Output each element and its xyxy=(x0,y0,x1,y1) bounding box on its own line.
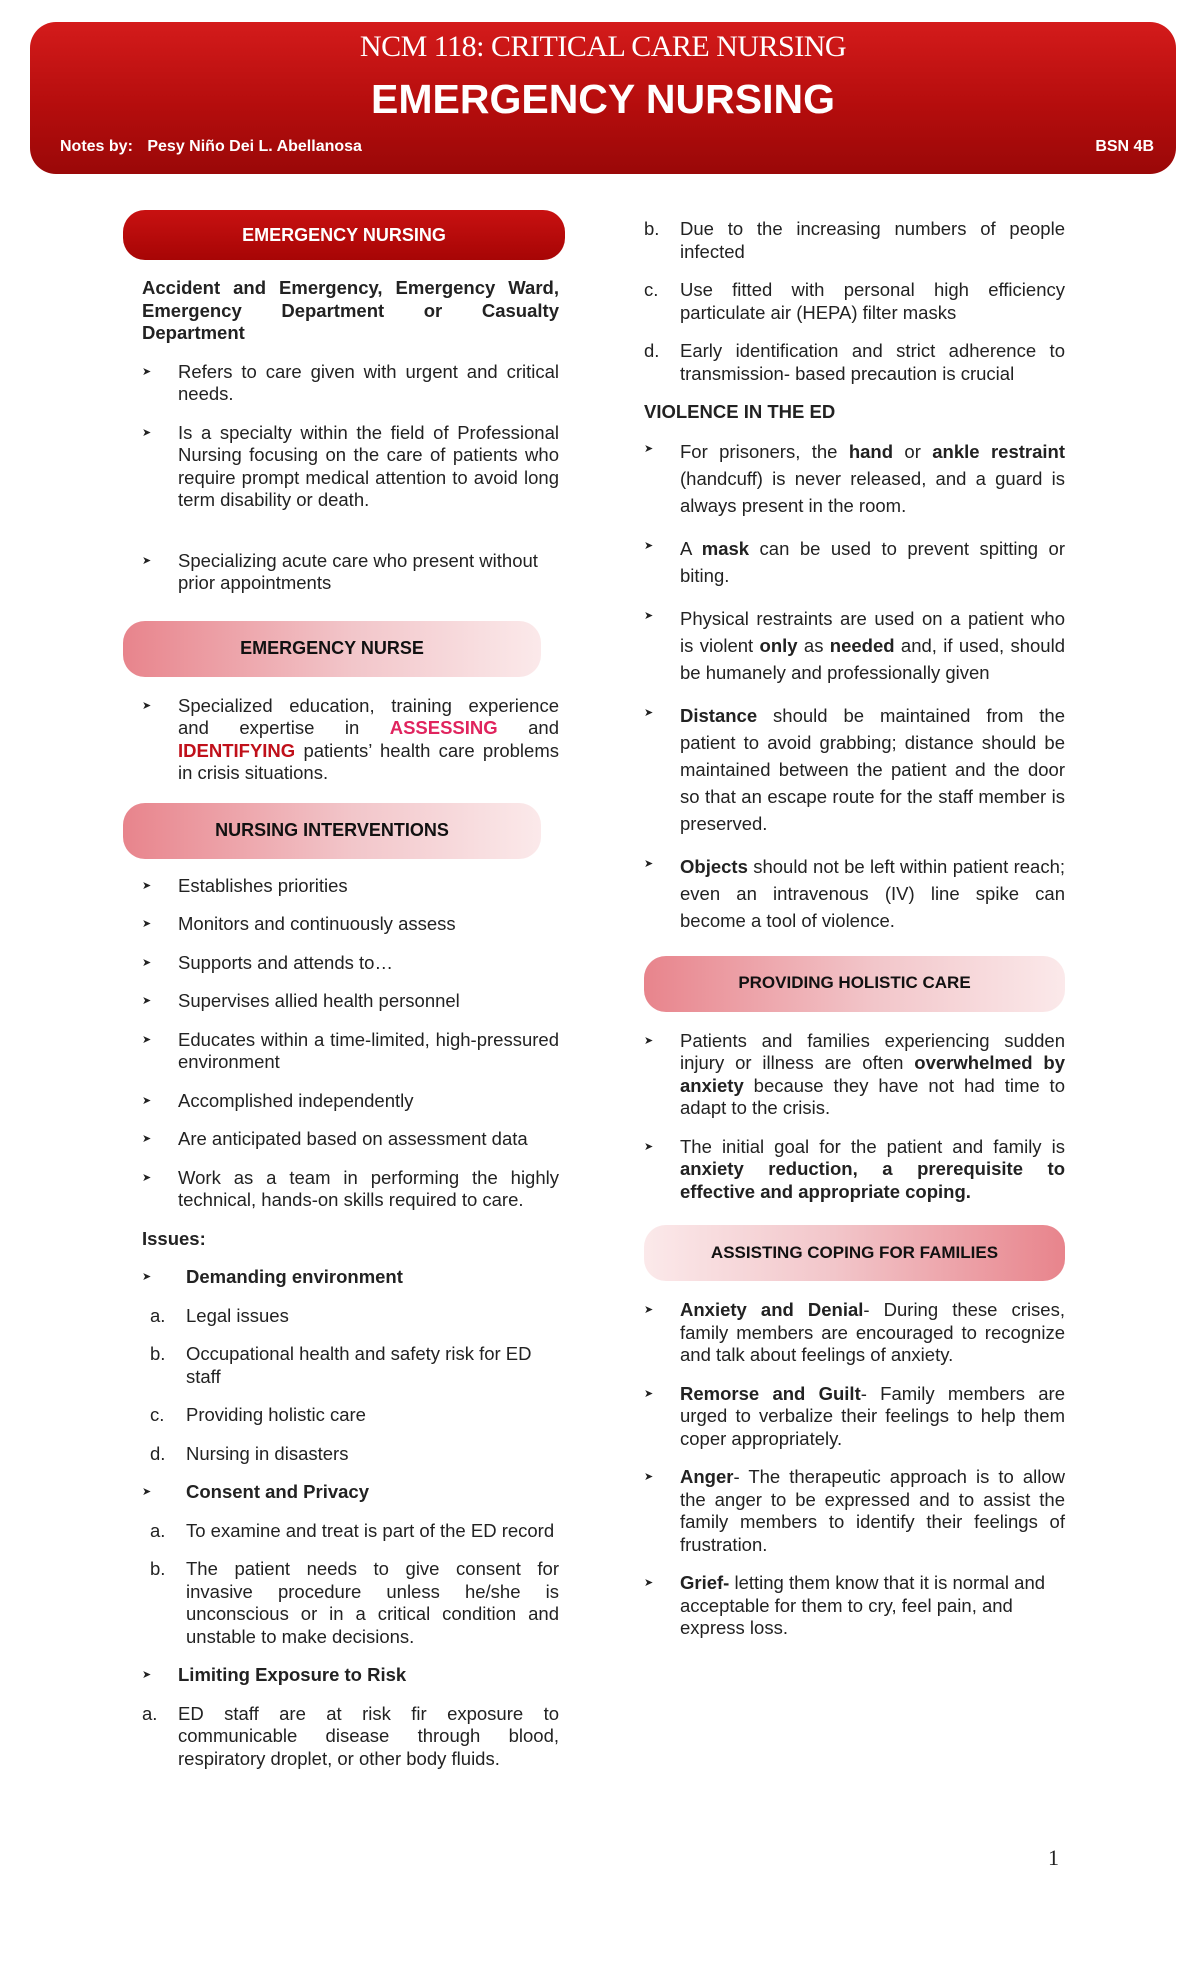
list-item: ➤ Patients and families experiencing sudden injury or illness are often overwhelmed by anxiety because they have not had time to adapt to the crisis. xyxy=(644,1029,1065,1118)
list-item: ➤ Is a specialty within the field of Professional Nursing focusing on the care of patients who require prompt medical attention to avoid long term disability or death. xyxy=(142,421,559,510)
page-number: 1 xyxy=(1048,1845,1059,1870)
section-header-assisting-coping: ASSISTING COPING FOR FAMILIES xyxy=(644,1225,1065,1281)
arrow-bullet-icon: ➤ xyxy=(142,426,152,439)
arrow-bullet-icon: ➤ xyxy=(644,442,654,455)
issue-heading: ➤ Demanding environment xyxy=(142,1266,403,1287)
list-item: ➤ Anxiety and Denial- During these crises, family members are encouraged to recognize and talk about feelings of anxiety. xyxy=(644,1299,1065,1365)
arrow-bullet-icon: ➤ xyxy=(142,365,152,378)
notes-author: Pesy Niño Dei L. Abellanosa xyxy=(147,138,362,155)
list-item: ➤ Physical restraints are used on a patient who is violent only as needed and, if used, should be humanely and professionally given xyxy=(644,605,1065,686)
arrow-bullet-icon: ➤ xyxy=(142,1094,152,1107)
list-item: ➤ Distance should be maintained from the patient to avoid grabbing; distance should be maintained between the patient and the door so that an escape route for the staff member is preserved. xyxy=(644,702,1065,837)
arrow-bullet-icon: ➤ xyxy=(142,554,152,567)
section-label: BSN 4B xyxy=(1095,138,1154,155)
notes-label: Notes by: xyxy=(60,138,133,155)
list-item: ➤ For prisoners, the hand or ankle restraint (handcuff) is never released, and a guard is always present in the room. xyxy=(644,438,1065,519)
list-item: c. Providing holistic care xyxy=(150,1404,366,1425)
list-item: b. Occupational health and safety risk for ED staff xyxy=(150,1343,532,1387)
arrow-bullet-icon: ➤ xyxy=(644,609,654,622)
list-item: ➤ Grief- letting them know that it is normal and acceptable for them to cry, feel pain, and express loss. xyxy=(644,1572,1046,1638)
highlight-identifying: IDENTIFYING xyxy=(178,739,296,761)
notes-by xyxy=(60,138,362,156)
arrow-bullet-icon: ➤ xyxy=(644,1387,654,1400)
list-item: ➤ A mask can be used to prevent spitting or biting. xyxy=(644,535,1065,589)
arrow-bullet-icon: ➤ xyxy=(142,1669,152,1681)
section-header-emergency-nursing: EMERGENCY NURSING xyxy=(123,210,565,260)
arrow-bullet-icon: ➤ xyxy=(142,1171,152,1184)
arrow-bullet-icon: ➤ xyxy=(142,1133,152,1145)
list-item: ➤ Accomplished independently xyxy=(142,1089,414,1111)
list-item: a. Legal issues xyxy=(150,1304,289,1326)
list-item: a. ED staff are at risk fir exposure to communicable disease through blood, respiratory droplet, or other body fluids. xyxy=(142,1702,559,1769)
list-item: ➤ Are anticipated based on assessment data xyxy=(142,1128,528,1149)
list-item: a. To examine and treat is part of the ED record xyxy=(150,1519,555,1541)
definition-heading: Accident and Emergency, Emergency Ward, Emergency Department or Casualty Department xyxy=(142,277,559,343)
list-item: ➤ Supervises allied health personnel xyxy=(142,990,460,1011)
list-item: ➤ Refers to care given with urgent and critical needs. xyxy=(142,360,559,404)
issue-heading: ➤ Consent and Privacy xyxy=(142,1481,370,1502)
list-item: ➤ Specialized education, training experience and expertise in ASSESSING and IDENTIFYING patients’ health care problems in crisis situations. xyxy=(142,694,559,783)
course-title: NCM 118: CRITICAL CARE NURSING xyxy=(359,30,847,63)
arrow-bullet-icon: ➤ xyxy=(142,956,152,969)
violence-heading: VIOLENCE IN THE ED xyxy=(644,401,836,422)
list-item: c. Use fitted with personal high efficiency particulate air (HEPA) filter masks xyxy=(644,279,1065,323)
list-item: ➤ Objects should not be left within patient reach; even an intravenous (IV) line spike can become a tool of violence. xyxy=(644,853,1065,934)
highlight-assessing: ASSESSING xyxy=(389,717,498,738)
list-item: d. Early identification and strict adherence to transmission- based precaution is crucial xyxy=(644,340,1065,384)
list-item: ➤ Supports and attends to… xyxy=(142,951,393,973)
list-item: ➤ Remorse and Guilt- Family members are urged to verbalize their feelings to help them coper appropriately. xyxy=(644,1382,1065,1449)
arrow-bullet-icon: ➤ xyxy=(142,1271,152,1283)
arrow-bullet-icon: ➤ xyxy=(644,539,654,552)
arrow-bullet-icon: ➤ xyxy=(142,1486,152,1498)
arrow-bullet-icon: ➤ xyxy=(644,1140,654,1153)
arrow-bullet-icon: ➤ xyxy=(142,995,152,1007)
issues-label: Issues: xyxy=(142,1227,206,1249)
list-item: b. Due to the increasing numbers of people infected xyxy=(644,218,1065,262)
issue-heading: ➤ Limiting Exposure to Risk xyxy=(142,1664,407,1685)
arrow-bullet-icon: ➤ xyxy=(142,879,152,892)
arrow-bullet-icon: ➤ xyxy=(142,918,152,930)
list-item: ➤ Monitors and continuously assess xyxy=(142,913,456,934)
arrow-bullet-icon: ➤ xyxy=(142,1033,152,1046)
arrow-bullet-icon: ➤ xyxy=(644,1304,654,1316)
list-item: b. The patient needs to give consent for invasive procedure unless he/she is unconscious or in a critical condition and unstable to make decisions. xyxy=(150,1558,559,1647)
arrow-bullet-icon: ➤ xyxy=(644,857,654,870)
section-header-nursing-interventions: NURSING INTERVENTIONS xyxy=(123,803,541,859)
section-header-emergency-nurse: EMERGENCY NURSE xyxy=(123,621,541,677)
list-item: ➤ Anger- The therapeutic approach is to allow the anger to be expressed and to assist the family members to identify their feelings of frustration. xyxy=(644,1466,1065,1555)
list-item: ➤ Establishes priorities xyxy=(142,874,348,896)
document-title: EMERGENCY NURSING xyxy=(371,76,835,122)
arrow-bullet-icon: ➤ xyxy=(644,1577,654,1589)
arrow-bullet-icon: ➤ xyxy=(644,1034,654,1047)
left-column xyxy=(123,210,559,1770)
list-item: d. Nursing in disasters xyxy=(150,1442,349,1464)
list-item: ➤ Educates within a time-limited, high-pressured environment xyxy=(142,1028,559,1072)
list-item: ➤ The initial goal for the patient and family is anxiety reduction, a prerequisite to effective and appropriate coping. xyxy=(644,1135,1065,1202)
arrow-bullet-icon: ➤ xyxy=(142,699,152,712)
arrow-bullet-icon: ➤ xyxy=(644,706,654,719)
list-item: ➤ Work as a team in performing the highly technical, hands-on skills required to care. xyxy=(142,1166,559,1210)
right-column xyxy=(644,210,1065,1640)
section-header-providing-holistic-care: PROVIDING HOLISTIC CARE xyxy=(644,956,1065,1012)
header-banner xyxy=(30,22,1176,174)
list-item: ➤ Specializing acute care who present without prior appointments xyxy=(142,549,538,593)
arrow-bullet-icon: ➤ xyxy=(644,1471,654,1483)
